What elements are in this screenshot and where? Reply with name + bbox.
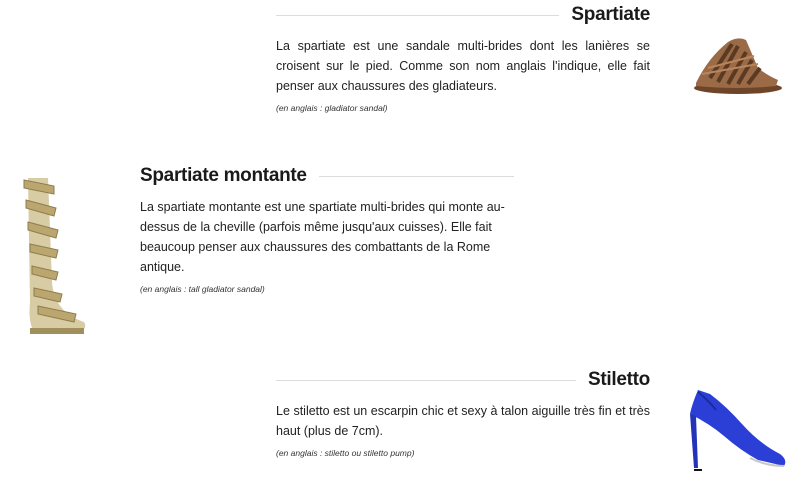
entry-description: Le stiletto est un escarpin chic et sexy à talon aiguille très fin et très haut (plus de 7cm). — [276, 404, 650, 438]
entry-title: Spartiate — [571, 4, 650, 25]
title-divider — [319, 176, 514, 177]
title-divider — [276, 380, 576, 381]
entry-spartiate-montante — [140, 165, 514, 294]
gladiator-sandal-image — [688, 28, 784, 98]
entry-description: La spartiate est une sandale multi-brides dont les lanières se croisent sur le pied. Comme son nom anglais l'indique, elle fait penser aux chaussures des gladiateurs. — [276, 39, 650, 93]
english-name: (en anglais : gladiator sandal) — [276, 103, 388, 113]
stiletto-pump-image — [680, 384, 790, 474]
english-name: (en anglais : stiletto ou stiletto pump) — [276, 448, 415, 458]
entry-description: La spartiate montante est une spartiate multi-brides qui monte au-dessus de la cheville (parfois même jusqu'aux cuisses). Elle fait beaucoup penser aux chaussures des combattants de la Rome antique. — [140, 200, 505, 274]
entry-stiletto — [276, 369, 650, 458]
title-row — [140, 165, 514, 187]
title-row — [276, 4, 650, 26]
entry-title: Spartiate montante — [140, 165, 307, 186]
entry-title: Stiletto — [588, 369, 650, 390]
tall-gladiator-sandal-image — [14, 172, 94, 338]
english-name: (en anglais : tall gladiator sandal) — [140, 284, 265, 294]
title-divider — [276, 15, 559, 16]
entry-spartiate — [276, 4, 650, 113]
title-row — [276, 369, 650, 391]
